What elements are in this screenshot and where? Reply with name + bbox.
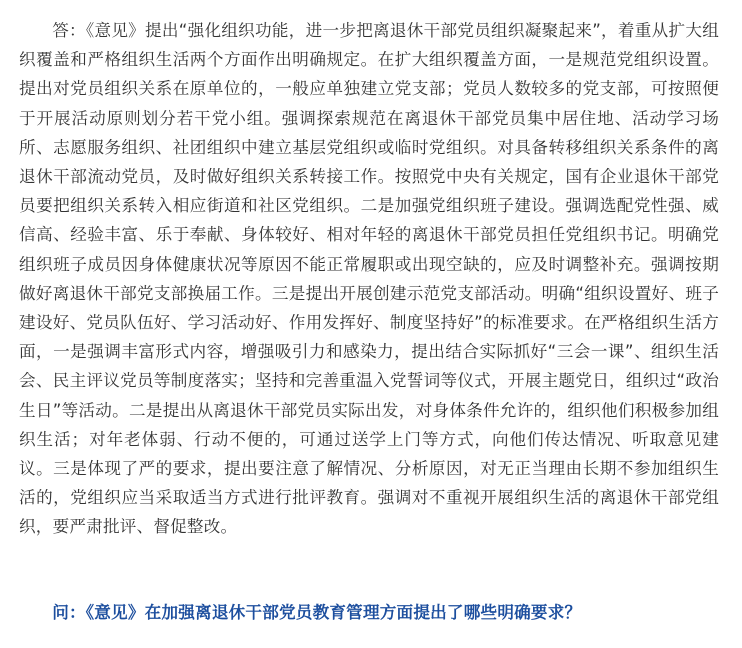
question-heading: 问：《意见》在加强离退休干部党员教育管理方面提出了哪些明确要求？ xyxy=(52,603,582,622)
answer-paragraph: 答：《意见》提出“强化组织功能，进一步把离退休干部党员组织凝聚起来”，着重从扩大组织覆盖和严格组织生活两个方面作出明确规定。在扩大组织覆盖方面，一是规范党组织设置。提出对党员组织关系在原单位的，一般应单独建立党支部；党员人数较多的党支部，可按照便于开展活动原则划分若干党小组。强调探索规范在离退休干部党员集中居住地、活动学习场所、志愿服务组织、社团组织中建立基层党组织或临时党组织。对具备转移组织关系条件的离退休干部流动党员，及时做好组织关系转接工作。按照党中央有关规定，国有企业退休干部党员要把组织关系转入相应街道和社区党组织。二是加强党组织班子建设。强调选配党性强、威信高、经验丰富、乐于奉献、身体较好、相对年轻的离退休干部党员担任党组织书记。明确党组织班子成员因身体健康状况等原因不能正常履职或出现空缺的，应及时调整补充。强调按期做好离退休干部党支部换届工作。三是提出开展创建示范党支部活动。明确“组织设置好、班子建设好、党员队伍好、学习活动好、作用发挥好、制度坚持好”的标准要求。在严格组织生活方面，一是强调丰富形式内容，增强吸引力和感染力，提出结合实际抓好“三会一课”、组织生活会、民主评议党员等制度落实；坚持和完善重温入党誓词等仪式，开展主题党日，组织过“政治生日”等活动。二是提出从离退休干部党员实际出发，对身体条件允许的，组织他们积极参加组织生活；对年老体弱、行动不便的，可通过送学上门等方式，向他们传达情况、听取意见建议。三是体现了严的要求，提出要注意了解情况、分析原因，对无正当理由长期不参加组织生活的，党组织应当采取适当方式进行批评教育。强调对不重视开展组织生活的离退休干部党组织，要严肃批评、督促整改。 xyxy=(19,21,719,537)
